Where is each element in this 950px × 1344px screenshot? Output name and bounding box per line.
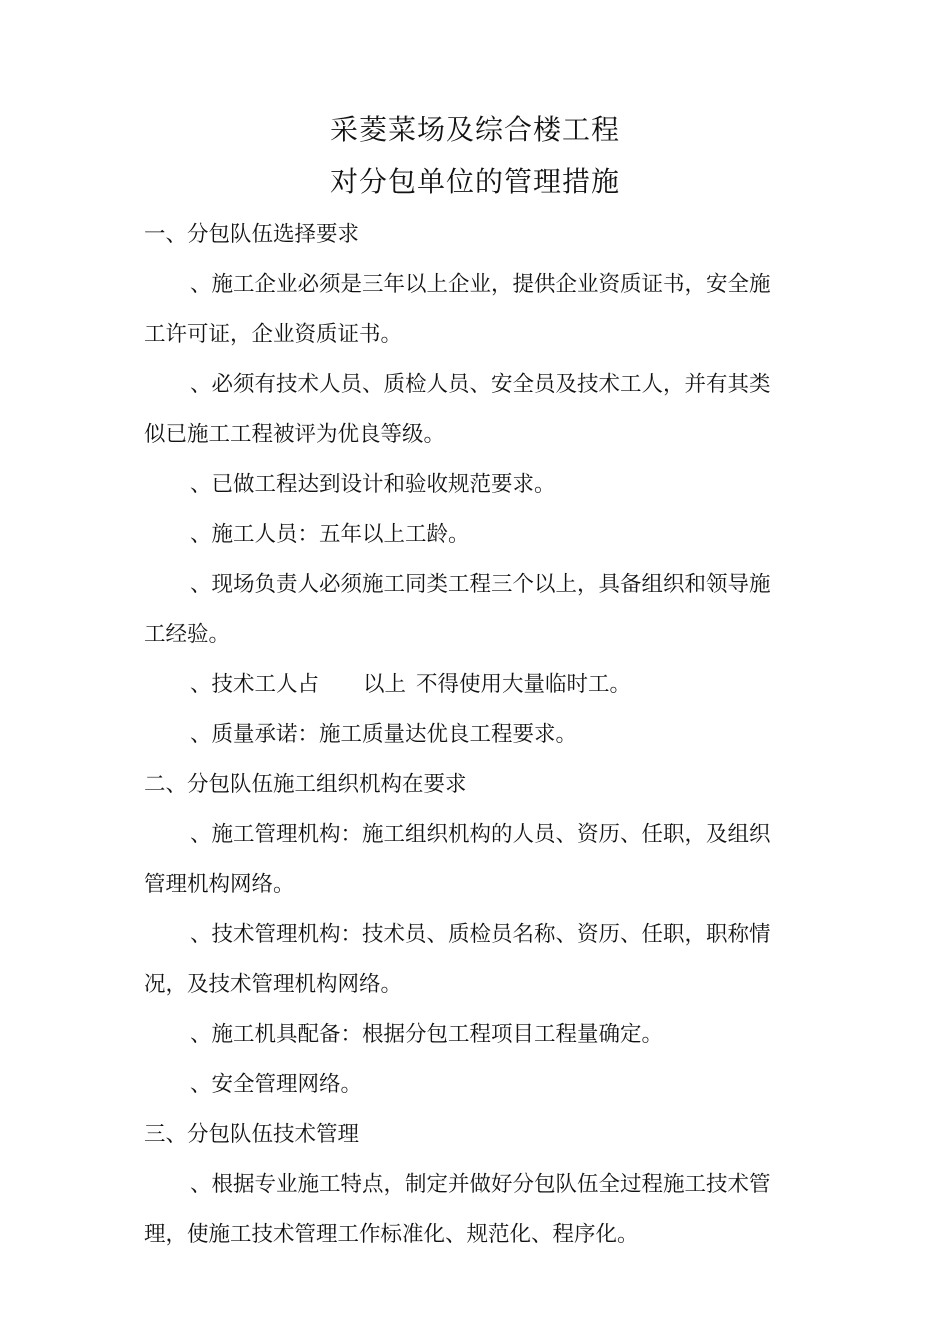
paragraph-line: 理，使施工技术管理工作标准化、规范化、程序化。	[144, 1222, 639, 1247]
text-fragment: 不得使用大量临时工。	[416, 672, 632, 697]
text-fragment: 以上	[363, 672, 407, 697]
paragraph-line: 、必须有技术人员、质检人员、安全员及技术工人，并有其类	[190, 372, 771, 397]
section-heading-3: 三、分包队伍技术管理	[144, 1122, 360, 1147]
paragraph-line: 、施工企业必须是三年以上企业，提供企业资质证书，安全施	[190, 272, 771, 297]
paragraph-line: 管理机构网络。	[144, 872, 295, 897]
paragraph-line: 、根据专业施工特点，制定并做好分包队伍全过程施工技术管	[190, 1172, 771, 1197]
paragraph-line: 、安全管理网络。	[190, 1072, 363, 1097]
paragraph-line: 、施工管理机构：施工组织机构的人员、资历、任职，及组织	[190, 822, 771, 847]
section-heading-1: 一、分包队伍选择要求	[144, 222, 360, 247]
document-title: 采菱菜场及综合楼工程	[329, 113, 620, 146]
paragraph-line: 似已施工工程被评为优良等级。	[144, 422, 446, 447]
paragraph-line: 工经验。	[144, 622, 231, 647]
paragraph-line: 、已做工程达到设计和验收规范要求。	[190, 472, 556, 497]
paragraph-line: 、施工人员：五年以上工龄。	[190, 522, 470, 547]
paragraph-line: 、施工机具配备：根据分包工程项目工程量确定。	[190, 1022, 664, 1047]
paragraph-line: 、技术管理机构：技术员、质检员名称、资历、任职，职称情	[190, 922, 771, 947]
document-subtitle: 对分包单位的管理措施	[329, 165, 620, 198]
text-fragment: 、技术工人占	[190, 672, 320, 697]
paragraph-line: 、质量承诺：施工质量达优良工程要求。	[190, 722, 578, 747]
paragraph-line: 工许可证，企业资质证书。	[144, 322, 403, 347]
section-heading-2: 二、分包队伍施工组织机构在要求	[144, 772, 467, 797]
paragraph-line: 况，及技术管理机构网络。	[144, 972, 403, 997]
paragraph-line	[144, 660, 810, 710]
paragraph-line: 、现场负责人必须施工同类工程三个以上，具备组织和领导施	[190, 572, 771, 597]
document-body	[144, 210, 810, 1260]
